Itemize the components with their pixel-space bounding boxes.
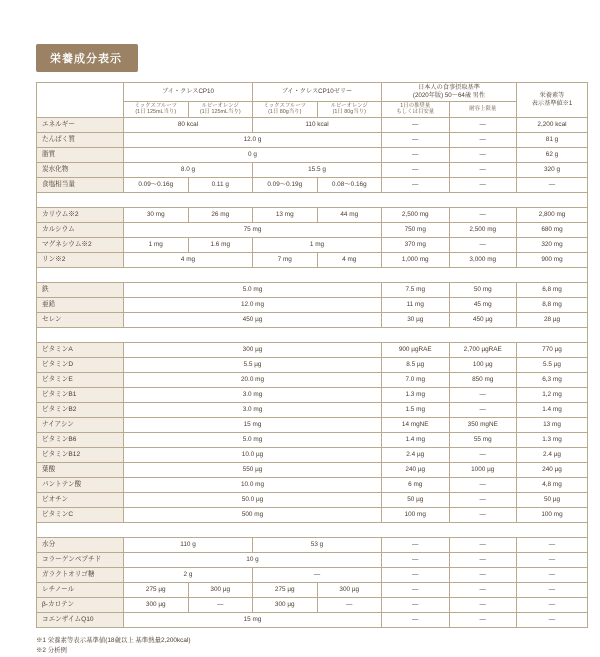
table-cell: 450 µg <box>124 313 382 328</box>
table-cell: — <box>449 118 517 133</box>
row-label: 炭水化物 <box>37 163 124 178</box>
table-cell: 2.4 µg <box>517 448 588 463</box>
row-label: ナイアシン <box>37 418 124 433</box>
table-cell: 240 µg <box>382 463 450 478</box>
table-cell: 5.5 µg <box>124 358 382 373</box>
table-cell: 0.08〜0.16g <box>317 178 382 193</box>
table-cell: 10 g <box>124 553 382 568</box>
header-row-groups <box>37 83 588 102</box>
table-cell: — <box>449 448 517 463</box>
table-cell: 100 µg <box>449 358 517 373</box>
table-cell: — <box>449 568 517 583</box>
header-sub-1-0: ミックスフルーツ (1日 80g当り) <box>253 101 318 118</box>
table-cell: 100 mg <box>517 508 588 523</box>
table-cell: — <box>449 478 517 493</box>
row-label: ビタミンC <box>37 508 124 523</box>
row-label: ビタミンB1 <box>37 388 124 403</box>
table-cell: 0.11 g <box>188 178 253 193</box>
table-row <box>37 253 588 268</box>
row-label: レチノール <box>37 583 124 598</box>
row-label: 鉄 <box>37 283 124 298</box>
table-cell: 550 µg <box>124 463 382 478</box>
row-label: ビタミンA <box>37 343 124 358</box>
row-label: 葉酸 <box>37 463 124 478</box>
table-cell: 15.5 g <box>253 163 382 178</box>
table-spacer-row <box>37 268 588 283</box>
row-label: 食塩相当量 <box>37 178 124 193</box>
table-cell: 2,700 µgRAE <box>449 343 517 358</box>
table-cell: 26 mg <box>188 208 253 223</box>
table-cell: — <box>449 238 517 253</box>
table-row <box>37 283 588 298</box>
table-cell: 50 µg <box>382 493 450 508</box>
table-cell: 14 mgNE <box>382 418 450 433</box>
table-cell: 28 µg <box>517 313 588 328</box>
table-cell: — <box>188 598 253 613</box>
table-cell: 1.4 mg <box>517 403 588 418</box>
table-row <box>37 553 588 568</box>
header-sub-0-0: ミックスフルーツ (1日 125mL当り) <box>124 101 189 118</box>
table-cell: — <box>517 598 588 613</box>
row-label: エネルギー <box>37 118 124 133</box>
table-cell: 450 µg <box>449 313 517 328</box>
table-cell: — <box>317 598 382 613</box>
table-cell: 320 mg <box>517 238 588 253</box>
table-cell: — <box>449 613 517 628</box>
table-cell: 2,800 mg <box>517 208 588 223</box>
table-cell: 4 mg <box>124 253 253 268</box>
table-cell: — <box>449 508 517 523</box>
table-cell: — <box>517 613 588 628</box>
table-cell: 10.0 mg <box>124 478 382 493</box>
table-cell: 300 µg <box>253 598 318 613</box>
table-cell: 0 g <box>124 148 382 163</box>
table-cell: — <box>449 403 517 418</box>
table-cell: — <box>382 568 450 583</box>
table-cell: 10.0 µg <box>124 448 382 463</box>
table-cell: 44 mg <box>317 208 382 223</box>
table-cell: — <box>517 178 588 193</box>
table-cell: 7.5 mg <box>382 283 450 298</box>
table-cell: — <box>382 613 450 628</box>
table-cell: 12.0 mg <box>124 298 382 313</box>
table-cell: 110 kcal <box>253 118 382 133</box>
table-cell: 1000 µg <box>449 463 517 478</box>
spacer-cell <box>37 523 588 538</box>
table-cell: 13 mg <box>253 208 318 223</box>
table-cell: — <box>382 538 450 553</box>
table-cell: 13 mg <box>517 418 588 433</box>
table-cell: 2,200 kcal <box>517 118 588 133</box>
spacer-cell <box>37 193 588 208</box>
table-cell: 45 mg <box>449 298 517 313</box>
table-row <box>37 493 588 508</box>
table-cell: 55 mg <box>449 433 517 448</box>
table-cell: 1.5 mg <box>382 403 450 418</box>
table-cell: 1.3 mg <box>517 433 588 448</box>
table-cell: — <box>449 493 517 508</box>
row-label: マグネシウム※2 <box>37 238 124 253</box>
row-label: ビタミンE <box>37 373 124 388</box>
table-row <box>37 583 588 598</box>
table-cell: — <box>382 553 450 568</box>
table-cell: — <box>449 553 517 568</box>
table-cell: — <box>449 583 517 598</box>
row-label: カリウム※2 <box>37 208 124 223</box>
table-row <box>37 538 588 553</box>
table-row <box>37 433 588 448</box>
table-cell: 300 µg <box>317 583 382 598</box>
table-cell: 900 µgRAE <box>382 343 450 358</box>
table-row <box>37 178 588 193</box>
table-cell: 2,500 mg <box>382 208 450 223</box>
table-cell: 350 mgNE <box>449 418 517 433</box>
table-cell: 81 g <box>517 133 588 148</box>
header-group-3: 栄養素等 表示基準値※1 <box>517 83 588 118</box>
table-cell: — <box>517 568 588 583</box>
table-cell: 50 mg <box>449 283 517 298</box>
table-cell: 300 µg <box>124 598 189 613</box>
table-cell: — <box>449 538 517 553</box>
table-cell: 100 mg <box>382 508 450 523</box>
table-cell: 8.5 µg <box>382 358 450 373</box>
table-cell: 50 µg <box>517 493 588 508</box>
table-row <box>37 208 588 223</box>
table-cell: 6 mg <box>382 478 450 493</box>
table-cell: 2,500 mg <box>449 223 517 238</box>
page-title: 栄養成分表示 <box>36 44 138 72</box>
table-cell: 1.4 mg <box>382 433 450 448</box>
table-cell: 770 µg <box>517 343 588 358</box>
table-cell: — <box>382 583 450 598</box>
table-row <box>37 238 588 253</box>
table-cell: 1 mg <box>253 238 382 253</box>
table-cell: 320 g <box>517 163 588 178</box>
table-row <box>37 358 588 373</box>
row-label: たんぱく質 <box>37 133 124 148</box>
table-cell: 80 kcal <box>124 118 253 133</box>
table-cell: — <box>449 133 517 148</box>
row-label: ビタミンD <box>37 358 124 373</box>
table-cell: 0.09〜0.19g <box>253 178 318 193</box>
table-header <box>37 83 588 118</box>
table-cell: 680 mg <box>517 223 588 238</box>
row-label: ビオチン <box>37 493 124 508</box>
table-cell: — <box>517 553 588 568</box>
table-row <box>37 343 588 358</box>
table-cell: 7 mg <box>253 253 318 268</box>
table-row <box>37 568 588 583</box>
table-cell: 15 mg <box>124 418 382 433</box>
row-label: 脂質 <box>37 148 124 163</box>
table-cell: — <box>382 178 450 193</box>
table-cell: 30 mg <box>124 208 189 223</box>
table-cell: 1,000 mg <box>382 253 450 268</box>
table-body <box>37 118 588 628</box>
header-sub-1-1: ルビーオレンジ (1日 80g当り) <box>317 101 382 118</box>
table-cell: — <box>449 148 517 163</box>
table-cell: — <box>382 163 450 178</box>
table-cell: — <box>517 538 588 553</box>
table-cell: 5.0 mg <box>124 283 382 298</box>
table-cell: — <box>517 583 588 598</box>
header-group-2: 日本人の食事摂取基準 (2020年版) 50〜64歳 男性 <box>382 83 517 102</box>
table-cell: — <box>382 133 450 148</box>
header-sub-0-1: ルビーオレンジ (1日 125mL当り) <box>188 101 253 118</box>
row-label: β-カロテン <box>37 598 124 613</box>
header-sub-2-0: 1日の推奨量 もしくは目安量 <box>382 101 450 118</box>
table-cell: 5.0 mg <box>124 433 382 448</box>
table-cell: — <box>449 208 517 223</box>
table-row <box>37 388 588 403</box>
table-cell: 4,8 mg <box>517 478 588 493</box>
header-group-1: ブイ・クレスCP10ゼリー <box>253 83 382 102</box>
table-cell: 1.3 mg <box>382 388 450 403</box>
table-row <box>37 148 588 163</box>
table-cell: 3,000 mg <box>449 253 517 268</box>
table-cell: — <box>449 388 517 403</box>
table-cell: 4 mg <box>317 253 382 268</box>
spacer-cell <box>37 268 588 283</box>
table-row <box>37 223 588 238</box>
footnotes <box>36 636 564 657</box>
table-cell: 300 µg <box>188 583 253 598</box>
table-row <box>37 373 588 388</box>
footnote: ※1 栄養素等表示基準値(18歳以上 基準熱量2,200kcal) <box>36 637 191 644</box>
table-cell: 900 mg <box>517 253 588 268</box>
row-label: リン※2 <box>37 253 124 268</box>
table-cell: 53 g <box>253 538 382 553</box>
table-cell: 240 µg <box>517 463 588 478</box>
spacer-cell <box>37 328 588 343</box>
table-cell: — <box>382 118 450 133</box>
table-row <box>37 163 588 178</box>
table-cell: 7.0 mg <box>382 373 450 388</box>
table-cell: — <box>382 598 450 613</box>
table-spacer-row <box>37 193 588 208</box>
table-cell: 110 g <box>124 538 253 553</box>
table-cell: 2.4 µg <box>382 448 450 463</box>
table-cell: 0.09〜0.16g <box>124 178 189 193</box>
table-spacer-row <box>37 523 588 538</box>
table-row <box>37 313 588 328</box>
table-cell: 62 g <box>517 148 588 163</box>
table-row <box>37 448 588 463</box>
table-cell: 11 mg <box>382 298 450 313</box>
table-cell: 8.0 g <box>124 163 253 178</box>
table-row <box>37 508 588 523</box>
nutrition-table <box>36 82 588 628</box>
row-label: 亜鉛 <box>37 298 124 313</box>
table-cell: 6,3 mg <box>517 373 588 388</box>
row-label: ビタミンB6 <box>37 433 124 448</box>
table-row <box>37 118 588 133</box>
table-cell: 1,2 mg <box>517 388 588 403</box>
table-row <box>37 298 588 313</box>
table-row <box>37 478 588 493</box>
table-cell: — <box>449 598 517 613</box>
table-cell: 20.0 mg <box>124 373 382 388</box>
table-cell: 75 mg <box>124 223 382 238</box>
table-cell: 30 µg <box>382 313 450 328</box>
table-cell: 850 mg <box>449 373 517 388</box>
row-label: ビタミンB2 <box>37 403 124 418</box>
header-sub-2-1: 耐容上限量 <box>449 101 517 118</box>
table-cell: 275 µg <box>253 583 318 598</box>
table-row <box>37 133 588 148</box>
row-label: 水分 <box>37 538 124 553</box>
table-cell: 300 µg <box>124 343 382 358</box>
table-cell: 2 g <box>124 568 253 583</box>
table-cell: 1.6 mg <box>188 238 253 253</box>
header-group-0: ブイ・クレスCP10 <box>124 83 253 102</box>
table-cell: — <box>449 163 517 178</box>
row-label: コエンザイムQ10 <box>37 613 124 628</box>
row-label: コラーゲンペプチド <box>37 553 124 568</box>
table-row <box>37 403 588 418</box>
header-corner <box>37 83 124 118</box>
table-row <box>37 613 588 628</box>
table-row <box>37 418 588 433</box>
table-cell: 3.0 mg <box>124 403 382 418</box>
table-cell: — <box>382 148 450 163</box>
table-cell: 370 mg <box>382 238 450 253</box>
table-cell: — <box>253 568 382 583</box>
footnote: ※2 分析例 <box>36 647 67 655</box>
table-cell: 8,8 mg <box>517 298 588 313</box>
row-label: ガラクトオリゴ糖 <box>37 568 124 583</box>
table-cell: 3.0 mg <box>124 388 382 403</box>
table-cell: 5.5 µg <box>517 358 588 373</box>
table-cell: 15 mg <box>124 613 382 628</box>
table-cell: 12.0 g <box>124 133 382 148</box>
row-label: ビタミンB12 <box>37 448 124 463</box>
table-cell: 50.0 µg <box>124 493 382 508</box>
table-spacer-row <box>37 328 588 343</box>
table-cell: 1 mg <box>124 238 189 253</box>
table-row <box>37 463 588 478</box>
table-cell: 6,8 mg <box>517 283 588 298</box>
row-label: カルシウム <box>37 223 124 238</box>
table-cell: 500 mg <box>124 508 382 523</box>
table-cell: — <box>449 178 517 193</box>
row-label: パントテン酸 <box>37 478 124 493</box>
row-label: セレン <box>37 313 124 328</box>
table-cell: 750 mg <box>382 223 450 238</box>
table-cell: 275 µg <box>124 583 189 598</box>
